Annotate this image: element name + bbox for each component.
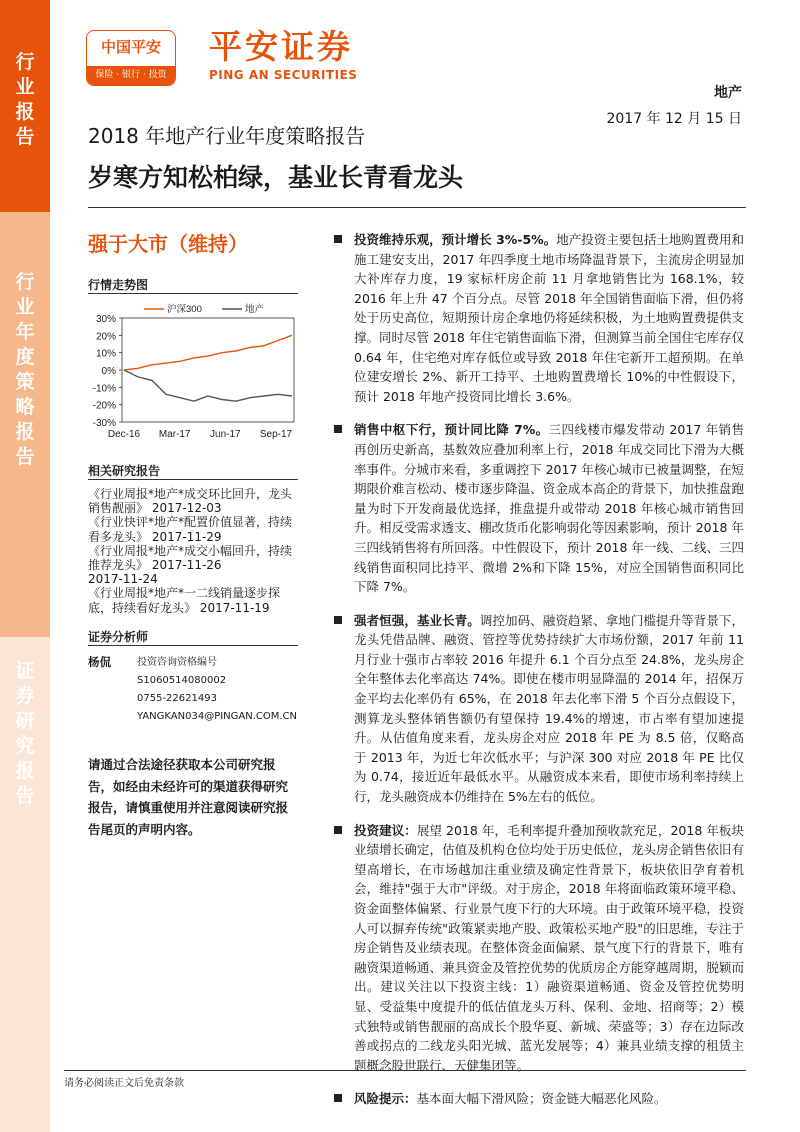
x-tick-label: Sep-17 [259,429,293,440]
bullet-sales [334,420,744,596]
ping-an-logo [86,30,176,86]
legend-label: 地产 [245,304,265,315]
report-title: 2018 年地产行业年度策略报告 [88,124,366,148]
ping-an-logo-text: 中国平安 [100,38,161,56]
bullet-lead: 风险提示： [354,1091,417,1107]
related-report-item[interactable]: 《行业周报*地产*一二线销量逐步探底，持续看好龙头》 2017-11-19 [88,586,281,615]
series-line-hs300 [124,335,292,370]
footer-divider [64,1070,746,1071]
y-tick-label: -20% [92,400,116,412]
bullet-body: 三四线楼市爆发带动 2017 年销售再创历史新高，基数效应叠加利率上行，2018 年成交同比下滑为大概率事件。分城市来看，多重调控下 2017 年核心城市已被量调整，在短期限价难言松动、楼市逐步降温、资金成本高企的背景下，加快推盘跑量为时下开发商最优选择，推盘提升或带动 2018 年核心城市销售回升。相反受需求透支、棚改货币化影响弱化等因素影响，预计 2018 年三四线销售将有所回落。中性假设下，预计 2018 年一线、二线、三四线销售面积同比持平、微增 2%和下降 15%，对应全国销售面积同比下降 7%。 [354,422,744,595]
related-report-item: 2017-11-24 [88,572,158,587]
bullet-advice [334,821,744,1076]
analyst-cert-label: 投资咨询资格编号 [137,657,217,668]
related-report-item[interactable]: 《行业周报*地产*成交环比回升，龙头销售靓丽》 2017-12-03 [88,487,293,516]
chart-plot-frame [122,318,294,422]
x-tick-label: Jun-17 [210,429,241,440]
y-tick-label: 30% [95,314,116,325]
analyst-email[interactable]: YANGKAN034@PINGAN.COM.CN [137,711,298,722]
report-date: 2017 年 12 月 15 日 [606,111,742,127]
securities-logo-cn: 平安证券 [209,27,353,66]
bullet-risk [334,1089,744,1109]
legend-label: 沪深300 [167,304,202,315]
chart-section-title: 行情走势图 [88,278,149,292]
bullet-square-icon [334,425,342,433]
bullet-square-icon [334,826,342,834]
analyst-info [137,654,297,726]
bullet-lead: 投资维持乐观，预计增长 3%-5%。 [354,232,557,247]
trend-chart-svg [86,300,300,446]
related-report-item[interactable]: 《行业快评*地产*配置价值显著，持续看多龙头》 2017-11-29 [88,515,293,544]
sidebar [0,0,50,1132]
summary-bullets [334,230,744,1123]
bullet-lead: 投资建议： [354,822,417,838]
analyst-cert-number: S1060514080002 [137,675,227,686]
x-tick-label: Mar-17 [158,429,191,440]
ping-an-securities-logo [209,28,357,82]
sidebar-label-annual-strategy: 行 业 年 度 策 略 报 告 [0,212,50,637]
x-tick-label: Dec-16 [107,429,141,440]
series-line-property [124,370,292,401]
related-reports [88,487,298,615]
footer-note[interactable]: 请务必阅读正文后免责条款 [64,1078,184,1089]
bullet-lead: 强者恒强，基业长青。 [354,612,480,628]
y-tick-label: -30% [92,418,116,429]
bullet-body: 展望 2018 年，毛利率提升叠加预收款充足，2018 年板块业绩增长确定，估值及机构仓位均处于历史低位，龙头房企销售依旧有望高增长，在市场越加注重业绩及确定性背景下，板块依旧孕育着机会，维持"强于大市"评级。对于房企，2018 年将面临政策环境平稳、资金面整体偏紧、行业景气度下行的大环境。由于政策环境平稳，投资人可以摒弃传统"政策紧卖地产股、政策松买地产股"的旧思维，专注于房企销售及业绩表现。在整体资金面偏紧、景气度下行的背景下，唯有融资渠道畅通、兼具资金及管控优势的优质房企方能穿越周期，脱颖而出。建议关注以下投资主线：1）融资渠道畅通、资金及管控优势明显、受益集中度提升的低估值龙头万科、保利、金地、招商等；2）模式独特或销售靓丽的高成长个股华夏、新城、荣盛等；3）存在边际改善或拐点的二线龙头阳光城、蓝光发展等；4）兼具业绩支撑的租赁主题概念股世联行、天健集团等。 [354,822,744,1073]
bullet-square-icon [334,235,342,243]
y-tick-label: -10% [92,383,116,395]
bullet-body: 基本面大幅下滑风险；资金链大幅恶化风险。 [416,1091,667,1107]
related-section-title: 相关研究报告 [88,464,161,478]
header-divider [88,207,746,208]
related-report-item[interactable]: 《行业周报*地产*成交小幅回升，持续推荐龙头》 2017-11-26 [88,543,293,573]
price-trend-chart [86,300,300,446]
analyst-phone: 0755-22621493 [137,693,217,704]
bullet-body: 调控加码、融资趋紧、拿地门槛提升等背景下，龙头凭借品牌、融资、管控等优势持续扩大市场份额，2017 年前 11 月行业十强市占率较 2016 年提升 6.1 个百分点至 24.8%，龙头房企全年整体去化率高达 74%。即使在楼市明显降温的 2014 年，招保万金平均去化率仍有 65%，在 2018 年去化率下滑 5 个百分点假设下，测算龙头整体销售额仍有望保持 19.4%的增速，市占率有望加速提升。从估值角度来看，龙头房企对应 2018 年 PE 为 8.5 倍，仅略高于 2013 年，为近七年次低水平；与沪深 300 对应 2018 年 PE 比仅为 0.74，接近近年最低水平。从融资成本来看，即使市场利率持续上行，龙头融资成本仍维持在 5%左右的低位。 [354,612,744,805]
y-tick-label: 0% [101,366,116,377]
bullet-investment [334,230,744,406]
industry-label: 地产 [714,85,742,101]
section-divider [88,645,298,646]
rating: 强于大市（维持） [88,232,248,256]
disclaimer: 请通过合法途径获取本公司研究报告，如经由未经许可的渠道获得研究报告，请慎重使用并注意阅读研究报告尾页的声明内容。 [88,757,289,837]
headline: 岁寒方知松柏绿，基业长青看龙头 [88,163,464,192]
bullet-body: 地产投资主要包括土地购置费用和施工建安支出，2017 年四季度土地市场降温背景下，主流房企明显加大补库存力度，19 家标杆房企前 11 月拿地销售比为 168.1%，较 2016 年上升 47 个百分点。尽管 2018 年全国销售面临下滑，但仍将处于历史高位，短期预计房企拿地仍将延续积极，为土地购置费提供支撑。同时尽管 2018 年住宅销售面临下滑，但测算当前全国住宅库存仅 0.64 年，住宅绝对库存低位或导致 2018 年住宅新开工超预期。在单位建安增长 2%、新开工持平、土地购置费增长 10%的中性假设下，预计 2018 年地产投资同比增长 3.6%。 [354,232,744,404]
section-divider [88,479,298,480]
y-tick-label: 10% [95,348,116,360]
y-tick-label: 20% [95,331,116,343]
sidebar-label-securities-research: 证 券 研 究 报 告 [0,637,50,1132]
analyst-name: 杨侃 [88,655,111,669]
securities-logo-en: PING AN SECURITIES [209,68,358,82]
section-divider [88,293,298,294]
ping-an-logo-tagline: 保险 · 银行 · 投资 [87,66,175,85]
bullet-square-icon [334,616,342,624]
bullet-lead: 销售中枢下行，预计同比降 7%。 [354,422,549,438]
sidebar-label-industry-report: 行 业 报 告 [0,0,50,212]
bullet-leaders [334,611,744,807]
analyst-section-title: 证券分析师 [88,630,149,644]
bullet-square-icon [334,1094,342,1102]
